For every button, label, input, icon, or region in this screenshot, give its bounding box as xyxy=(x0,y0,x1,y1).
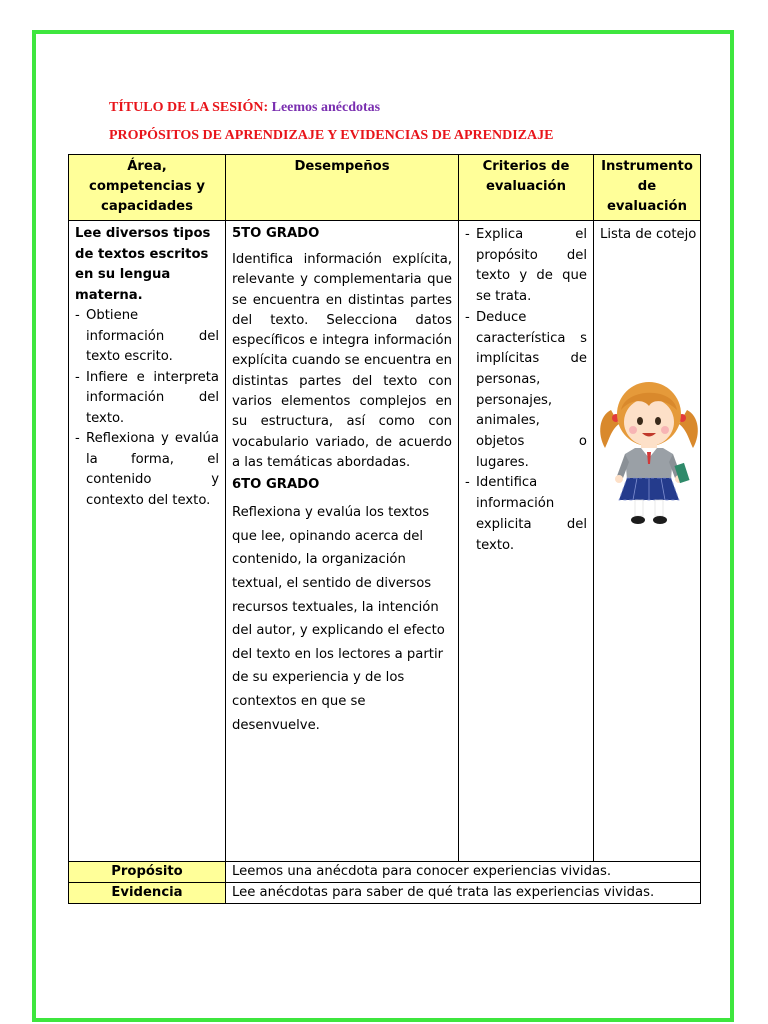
table-row xyxy=(69,221,701,862)
grade5-text: Identifica información explícita, relevante y complementaria que se encuentra en distintas partes del texto. Selecciona datos específicos e integra información explícita cuando se encuentra en distintas partes del texto con varios elementos complejos en su estructura, así como con vocabulario variado, de acuerdo a las temáticas abordadas. xyxy=(232,252,452,470)
evidencia-label: Evidencia xyxy=(69,883,226,904)
schoolgirl-illustration xyxy=(597,372,701,528)
list-item: - Explica el propósito del texto y de que se trata. xyxy=(465,225,587,308)
evidencia-text: Lee anécdotas para saber de qué trata las experiencias vividas. xyxy=(226,883,701,904)
grade5-label: 5TO GRADO xyxy=(232,226,320,241)
grade6-text: Reflexiona y evalúa los textos que lee, opinando acerca del contenido, la organización textual, el sentido de diversos recursos textuales, la intención del autor, y explicando el efecto del texto en los lectores a partir de su experiencia y de los contextos en que se desenvuelve. xyxy=(232,505,445,733)
session-title xyxy=(109,100,380,116)
list-item: - Reflexiona y evalúa la forma, el contenido y contexto del texto. xyxy=(75,429,219,511)
list-item: - Obtiene información del texto escrito. xyxy=(75,306,219,368)
header-desempenos: Desempeños xyxy=(226,155,459,221)
proposito-row xyxy=(69,862,701,883)
instrumento-cell xyxy=(594,221,701,862)
criterios-cell xyxy=(459,221,594,862)
header-instrumento: Instrumento de evaluación xyxy=(594,155,701,221)
header-criterios: Criterios de evaluación xyxy=(459,155,594,221)
session-title-label: TÍTULO DE LA SESIÓN: xyxy=(109,100,269,115)
area-cell xyxy=(69,221,226,862)
capacities-list xyxy=(75,306,219,511)
table-header-row xyxy=(69,155,701,221)
instrumento-text: Lista de cotejo xyxy=(600,227,697,242)
section-heading: PROPÓSITOS DE APRENDIZAJE Y EVIDENCIAS DE APRENDIZAJE xyxy=(109,128,554,143)
session-title-value: Leemos anécdotas xyxy=(271,100,381,115)
evidencia-row xyxy=(69,883,701,904)
proposito-label: Propósito xyxy=(69,862,226,883)
list-item: - Identifica información explicita del texto. xyxy=(465,473,587,556)
list-item: - Infiere e interpreta información del texto. xyxy=(75,368,219,430)
desempenos-cell xyxy=(226,221,459,862)
learning-table xyxy=(68,154,701,904)
list-item: - Deduce característica s implícitas de personas, personajes, animales, objetos o lugares. xyxy=(465,308,587,474)
grade6-label: 6TO GRADO xyxy=(232,477,320,493)
competence-text: Lee diversos tipos de textos escritos en su lengua materna. xyxy=(75,226,211,303)
header-area: Área, competencias y capacidades xyxy=(69,155,226,221)
criteria-list xyxy=(465,225,587,556)
proposito-text: Leemos una anécdota para conocer experiencias vividas. xyxy=(226,862,701,883)
